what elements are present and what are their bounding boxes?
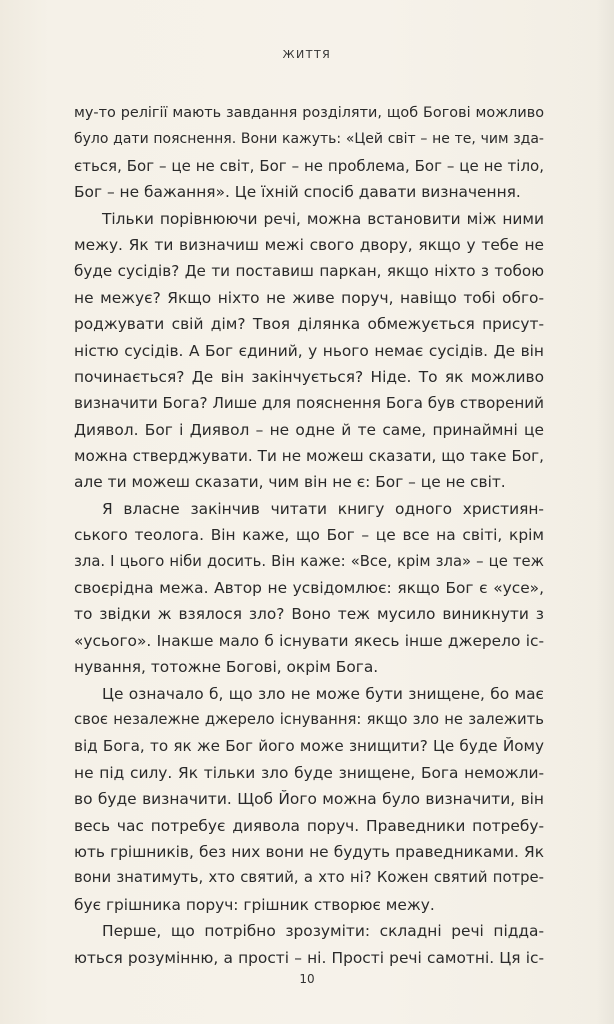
text-line: межу. Як ти визначиш межі свого двору, якщо у тебе не	[74, 235, 544, 254]
text-line: му-то релігії мають завдання розділяти, щоб Богові можливо	[74, 105, 544, 121]
text-line: «усього». Інакше мало б існувати якесь інше джерело іс-	[74, 631, 544, 650]
text-line: вони знатимуть, хто святий, а хто ні? Кожен святий потре-	[74, 869, 544, 887]
text-line: бує грішника поруч: грішник створює межу.	[74, 895, 435, 914]
text-line: не під силу. Як тільки зло буде знищене, Бога неможли-	[74, 763, 544, 782]
text-line: зла. І цього ніби досить. Він каже: «Все, крім зла» – це теж	[74, 552, 544, 570]
text-line: Диявол. Бог і Диявол – не одне й те саме, принаймні це	[74, 420, 544, 439]
text-line: во буде визначити. Щоб Його можна було визначити, він	[74, 790, 544, 809]
text-line: весь час потребує диявола поруч. Праведники потребу-	[74, 816, 544, 835]
text-line: не межує? Якщо ніхто не живе поруч, навіщо тобі обго-	[74, 288, 544, 307]
text-line: роджувати свій дім? Твоя ділянка обмежується присут-	[74, 315, 544, 334]
text-line: Це означало б, що зло не може бути знищене, бо має	[102, 684, 544, 703]
text-line: Перше, що потрібно зрозуміти: складні речі підда-	[102, 922, 544, 941]
text-line: Тільки порівнюючи речі, можна встановити між ними	[102, 209, 544, 228]
text-line: ються розумінню, а прості – ні. Прості речі самотні. Ця іс-	[74, 948, 544, 967]
text-line: можна стверджувати. Ти не можеш сказати, що таке Бог,	[74, 447, 544, 466]
text-line: буде сусідів? Де ти поставиш паркан, якщо ніхто з тобою	[74, 262, 544, 281]
text-line: від Бога, то як же Бог його може знищити? Це буде Йому	[74, 737, 544, 756]
text-line: але ти можеш сказати, чим він не є: Бог – це не світ.	[74, 473, 506, 492]
text-line: Бог – не бажання». Це їхній спосіб давати визначення.	[74, 183, 521, 202]
page-number: 10	[299, 972, 315, 986]
text-line: своє незалежне джерело існування: якщо зло не залежить	[74, 710, 544, 728]
running-head: ЖИТТЯ	[282, 48, 332, 61]
text-line: визначити Бога? Лише для пояснення Бога був створений	[74, 394, 544, 413]
text-line: ють грішників, без них вони не будуть праведниками. Як	[74, 842, 544, 861]
text-line: своєрідна межа. Автор не усвідомлює: якщо Бог є «усе»,	[74, 579, 544, 598]
text-line: ського теолога. Він каже, що Бог – це все на світі, крім	[74, 526, 544, 545]
text-line: нування, тотожне Богові, окрім Бога.	[74, 658, 379, 677]
text-line: Я власне закінчив читати книгу одного християн-	[102, 499, 544, 518]
text-line: ється, Бог – це не світ, Бог – не проблема, Бог – це не тіло,	[74, 156, 544, 175]
text-line: було дати пояснення. Вони кажуть: «Цей світ – не те, чим зда-	[74, 131, 544, 148]
body-text	[74, 100, 544, 971]
text-line: починається? Де він закінчується? Ніде. То як можливо	[74, 367, 544, 386]
text-line: ністю сусідів. А Бог єдиний, у нього немає сусідів. Де він	[74, 341, 544, 360]
text-line: то звідки ж взялося зло? Воно теж мусило виникнути з	[74, 605, 544, 624]
